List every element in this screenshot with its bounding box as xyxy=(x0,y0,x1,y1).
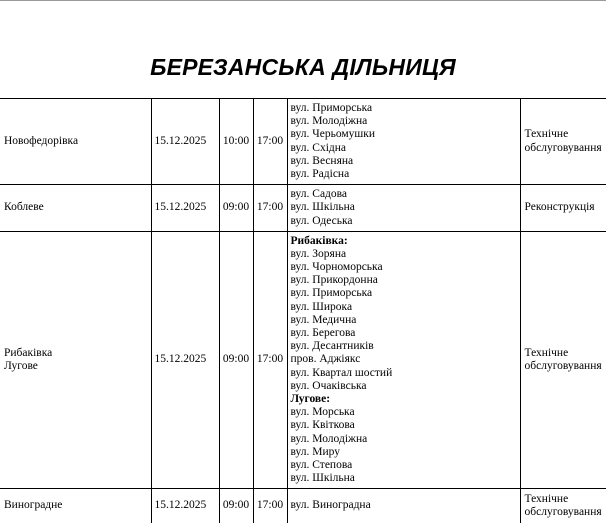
outage-schedule-table xyxy=(0,98,606,523)
table-row xyxy=(0,489,606,523)
street-item: вул. Степова xyxy=(290,459,353,472)
street-item: пров. Аджіякс xyxy=(290,353,361,366)
settlement-heading: Лугове: xyxy=(290,393,331,405)
end-time-cell: 17:00 xyxy=(253,232,287,489)
work-type-cell: Реконструкція xyxy=(520,185,606,232)
date-cell: 15.12.2025 xyxy=(151,185,219,232)
end-time-cell: 17:00 xyxy=(253,99,287,185)
table-row xyxy=(0,232,606,489)
street-item: вул. Широка xyxy=(290,300,353,313)
date-cell: 15.12.2025 xyxy=(151,232,219,489)
date-cell: 15.12.2025 xyxy=(151,489,219,523)
end-time-cell: 17:00 xyxy=(253,185,287,232)
page-title: БЕРЕЗАНСЬКА ДІЛЬНИЦЯ xyxy=(150,54,456,80)
street-item: вул. Очаківська xyxy=(290,379,367,392)
street-item: вул. Шкільна xyxy=(290,472,355,485)
street-item: вул. Весняна xyxy=(290,154,354,167)
streets-cell xyxy=(287,232,520,489)
work-type-cell: Технічне обслуговування xyxy=(520,489,606,523)
street-item: вул. Квартал шостий xyxy=(290,366,393,379)
street-item: вул. Садова xyxy=(290,188,348,201)
street-item: вул. Радісна xyxy=(290,167,350,180)
street-item: вул. Зоряна xyxy=(290,247,347,260)
street-item: вул. Медична xyxy=(290,313,357,326)
settlement-cell xyxy=(0,232,151,489)
street-item: вул. Шкільна xyxy=(290,201,355,214)
street-item: вул. Черьомушки xyxy=(290,128,375,141)
street-item: вул. Прикордонна xyxy=(290,274,378,287)
settlement-name: Новофедорівка xyxy=(4,134,79,147)
start-time-cell: 09:00 xyxy=(219,185,253,232)
settlement-name: Лугове xyxy=(4,360,38,372)
streets-cell xyxy=(287,489,520,523)
settlement-name: Виноградне xyxy=(4,499,63,512)
settlement-name: Рибаківка xyxy=(4,346,53,359)
start-time-cell: 09:00 xyxy=(219,489,253,523)
settlement-name: Коблеве xyxy=(4,201,44,214)
table-row xyxy=(0,99,606,185)
street-item: вул. Молодіжна xyxy=(290,115,368,128)
work-type-cell: Технічне обслуговування xyxy=(520,232,606,489)
settlement-cell xyxy=(0,185,151,232)
settlement-heading: Рибаківка: xyxy=(290,234,348,247)
street-item: вул. Приморська xyxy=(290,101,373,114)
street-item: вул. Чорноморська xyxy=(290,260,383,273)
street-item: вул. Десантників xyxy=(290,340,374,353)
settlement-cell xyxy=(0,99,151,185)
table-row xyxy=(0,185,606,232)
date-cell: 15.12.2025 xyxy=(151,99,219,185)
streets-cell xyxy=(287,185,520,232)
street-item: вул. Приморська xyxy=(290,287,373,300)
street-item: вул. Морська xyxy=(290,406,355,419)
street-item: вул. Берегова xyxy=(290,326,356,339)
start-time-cell: 09:00 xyxy=(219,232,253,489)
top-border-line xyxy=(0,0,606,1)
streets-cell xyxy=(287,99,520,185)
street-item: вул. Одеська xyxy=(290,214,353,227)
street-item: вул. Квіткова xyxy=(290,419,355,432)
settlement-cell xyxy=(0,489,151,523)
street-item: вул. Молодіжна xyxy=(290,432,368,445)
start-time-cell: 10:00 xyxy=(219,99,253,185)
street-item: вул. Східна xyxy=(290,141,346,154)
street-item: вул. Миру xyxy=(290,445,340,458)
work-type-cell: Технічне обслуговування xyxy=(520,99,606,185)
street-item: вул. Виноградна xyxy=(290,499,371,512)
end-time-cell: 17:00 xyxy=(253,489,287,523)
